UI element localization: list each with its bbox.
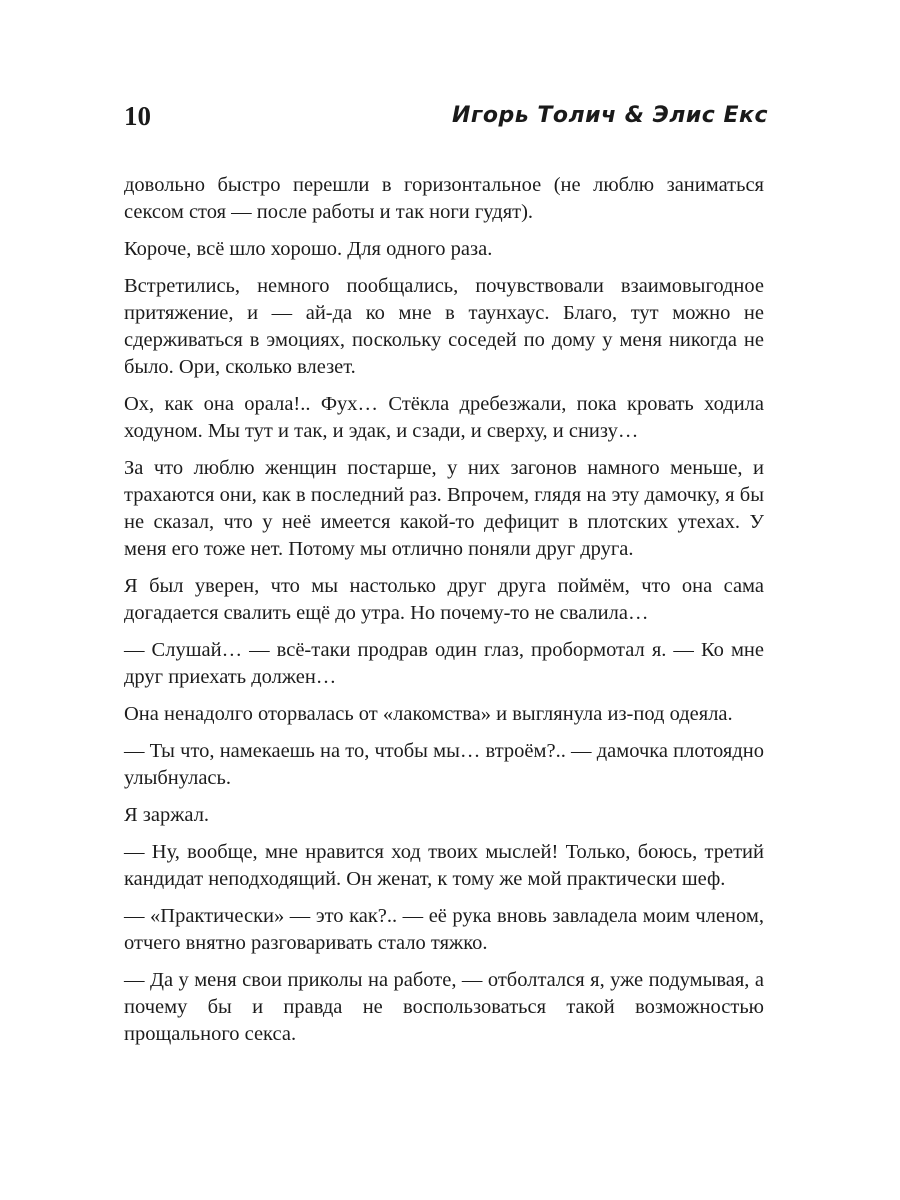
paragraph: Ох, как она орала!.. Фух… Стёкла дребезжали, пока кровать ходила ходуном. Мы тут и так, и эдак, и сзади, и сверху, и снизу… (124, 393, 764, 442)
paragraph: Встретились, немного пообщались, почувствовали взаимовыгодное притяжение, и — ай-да ко мне в таунхаус. Благо, тут можно не сдерживаться в эмоциях, поскольку соседей по дому у меня никогда не было. Ори, сколько влезет. (124, 275, 764, 378)
body-text (124, 172, 764, 1058)
paragraph: довольно быстро перешли в горизонтальное (не люблю заниматься сексом стоя — после работы и так ноги гудят). (124, 174, 764, 223)
paragraph: За что люблю женщин постарше, у них загонов намного меньше, и трахаются они, как в последний раз. Впрочем, глядя на эту дамочку, я бы не сказал, что у неё имеется какой-то дефицит в плотских утехах. У меня его тоже нет. Потому мы отлично поняли друг друга. (124, 457, 764, 560)
paragraph: — Ты что, намекаешь на то, чтобы мы… втроём?.. — дамочка плотоядно улыбнулась. (124, 740, 764, 789)
paragraph: — «Практически» — это как?.. — её рука вновь завладела моим членом, отчего внятно разговаривать стало тяжко. (124, 905, 764, 954)
paragraph: — Ну, вообще, мне нравится ход твоих мыслей! Только, боюсь, третий кандидат неподходящий. Он женат, к тому же мой практически шеф. (124, 841, 764, 890)
paragraph: Я был уверен, что мы настолько друг друга поймём, что она сама догадается свалить ещё до утра. Но почему-то не свалила… (124, 575, 764, 624)
paragraph: — Слушай… — всё-таки продрав один глаз, пробормотал я. — Ко мне друг приехать должен… (124, 639, 764, 688)
paragraph: Я заржал. (124, 804, 210, 826)
paragraph: Короче, всё шло хорошо. Для одного раза. (124, 238, 493, 260)
paragraph: — Да у меня свои приколы на работе, — отболтался я, уже подумывая, а почему бы и правда не воспользоваться такой возможностью прощального секса. (124, 969, 764, 1045)
paragraph: Она ненадолго оторвалась от «лакомства» и выглянула из-под одеяла. (124, 703, 733, 725)
running-head-authors: Игорь Толич & Элис Екс (452, 103, 768, 128)
page-header (124, 96, 768, 136)
page-number: 10 (124, 101, 151, 131)
